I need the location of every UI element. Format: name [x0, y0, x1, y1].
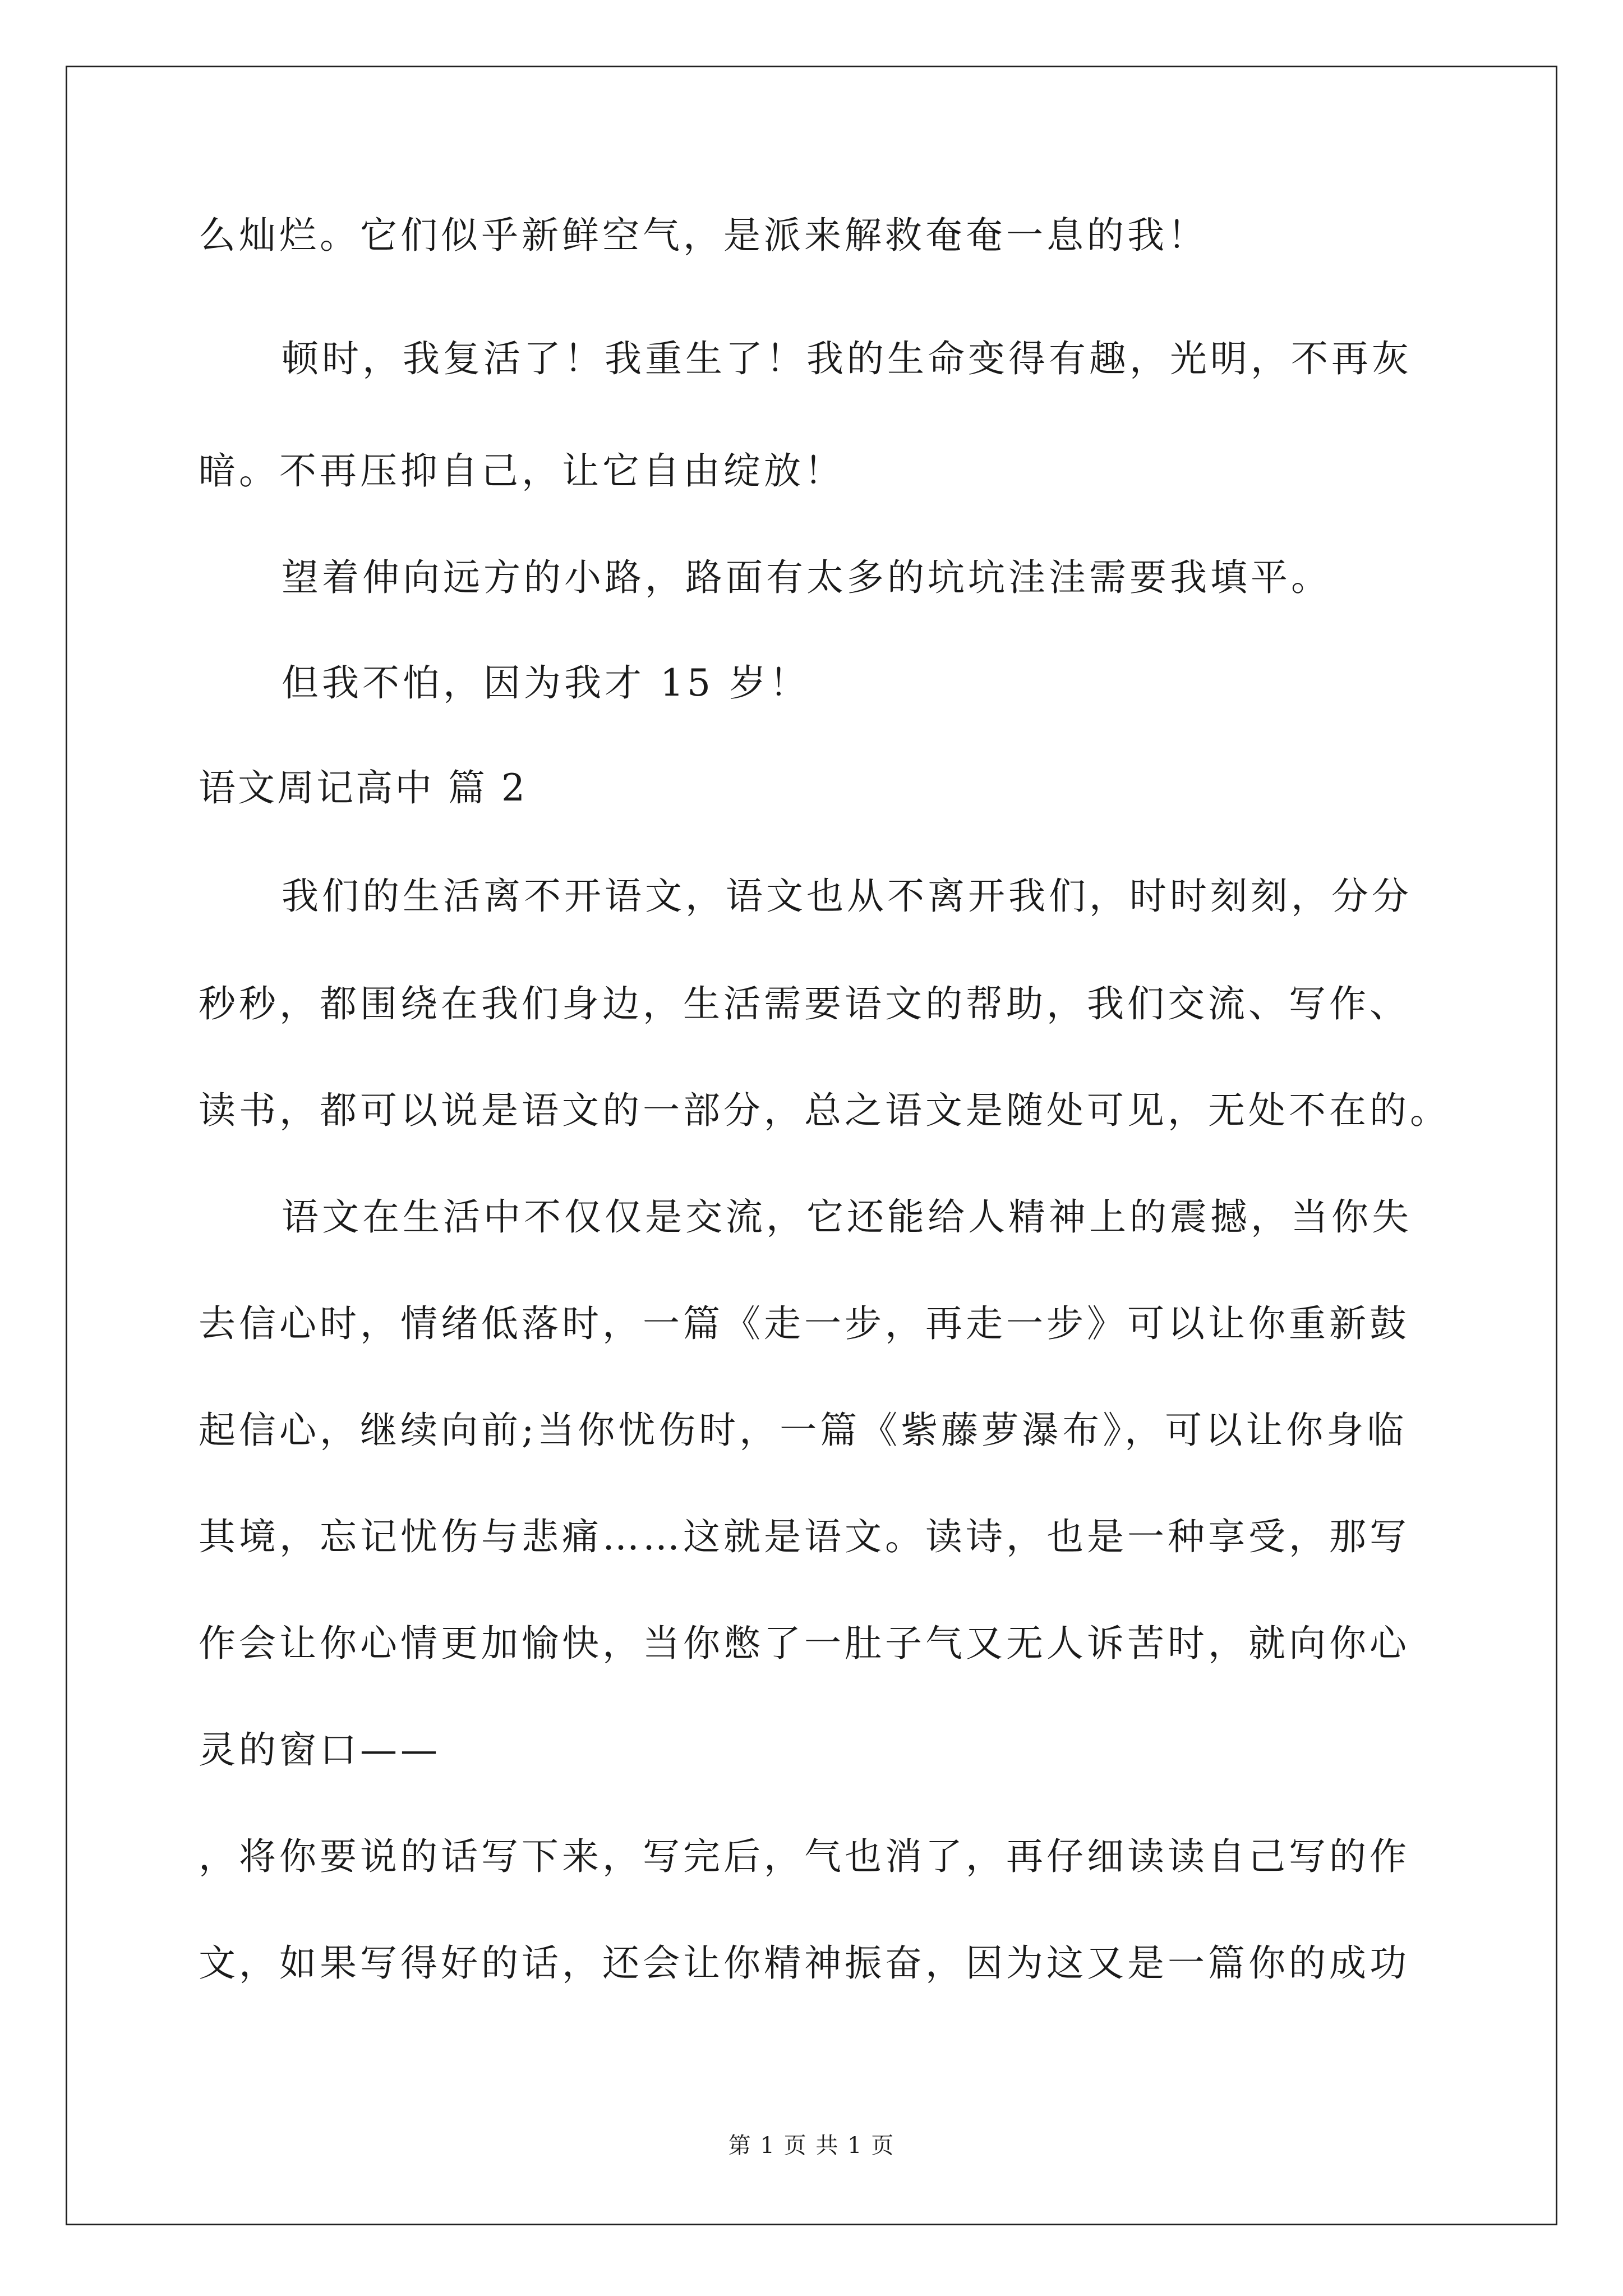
text-line: 其境，忘记忧伤与悲痛……这就是语文。读诗，也是一种享受，那写 — [199, 1515, 1410, 1558]
paragraph-start: 顿时，我复活了！我重生了！我的生命变得有趣，光明，不再灰 — [282, 337, 1412, 380]
page-indicator: 第 1 页 共 1 页 — [728, 2133, 895, 2159]
paragraph-start: 但我不怕，因为我才 15 岁！ — [282, 661, 810, 705]
paragraph-start: 望着伸向远方的小路，路面有太多的坑坑洼洼需要我填平。 — [282, 556, 1331, 599]
section-heading: 语文周记高中 篇 2 — [199, 766, 527, 809]
paragraph-start: 我们的生活离不开语文，语文也从不离开我们，时时刻刻，分分 — [282, 875, 1412, 918]
text-line: 读书，都可以说是语文的一部分，总之语文是随处可见，无处不在的。 — [199, 1089, 1450, 1132]
text-line: 作会让你心情更加愉快，当你憋了一肚子气又无人诉苦时，就向你心 — [199, 1622, 1410, 1665]
paragraph-start: 语文在生活中不仅仅是交流，它还能给人精神上的震撼，当你失 — [282, 1195, 1412, 1239]
text-line: ，将你要说的话写下来，写完后，气也消了，再仔细读读自己写的作 — [199, 1835, 1410, 1878]
page-frame — [66, 66, 1557, 2225]
text-line: 去信心时，情绪低落时，一篇《走一步，再走一步》可以让你重新鼓 — [199, 1302, 1410, 1345]
text-line: 秒秒，都围绕在我们身边，生活需要语文的帮助，我们交流、写作、 — [199, 982, 1410, 1025]
text-line: 灵的窗口—— — [199, 1728, 441, 1772]
text-line: 暗。不再压抑自己，让它自由绽放！ — [199, 449, 845, 493]
text-line: 么灿烂。它们似乎新鲜空气，是派来解救奄奄一息的我！ — [199, 214, 1208, 257]
text-line: 文，如果写得好的话，还会让你精神振奋，因为这又是一篇你的成功 — [199, 1941, 1410, 1985]
text-line: 起信心，继续向前;当你忧伤时，一篇《紫藤萝瀑布》，可以让你身临 — [199, 1409, 1408, 1452]
